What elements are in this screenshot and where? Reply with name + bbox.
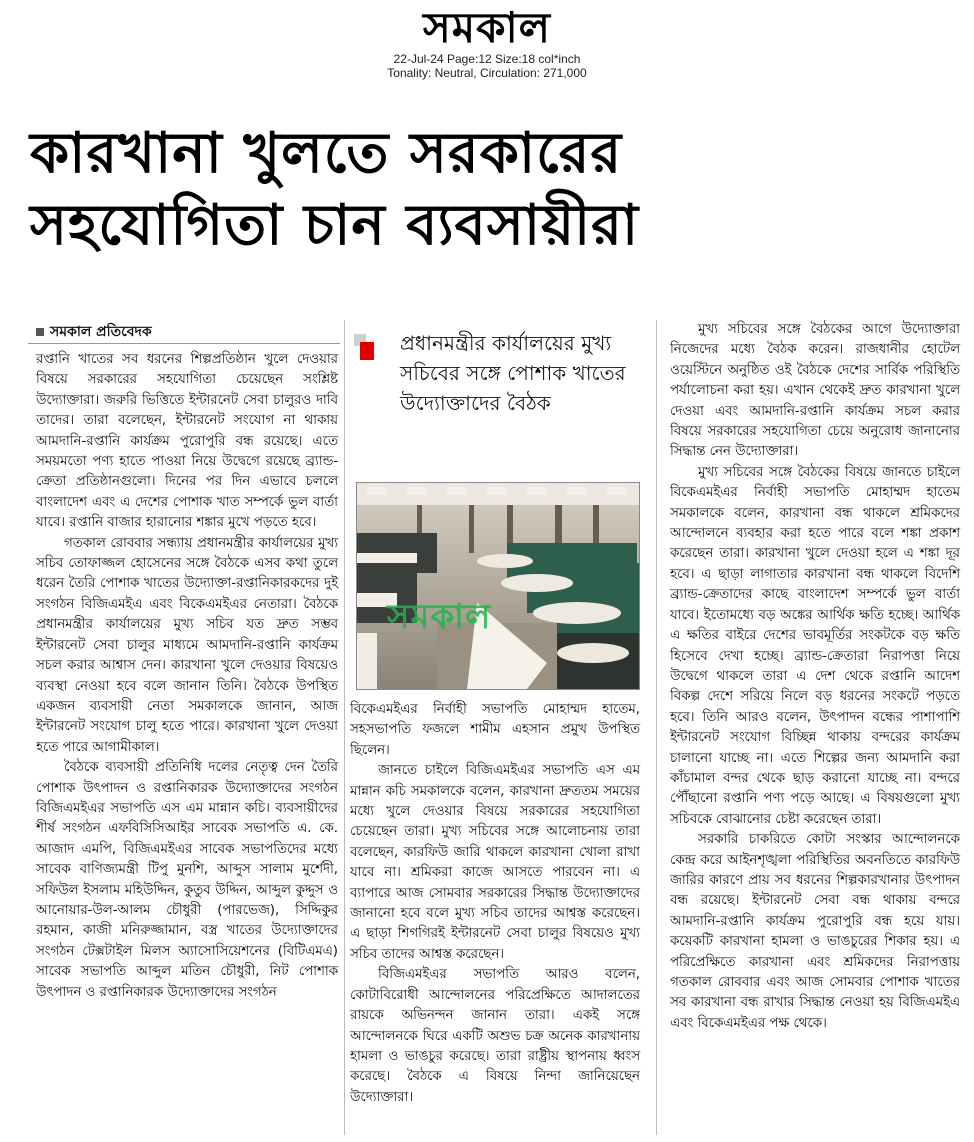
newspaper-logo: সমকাল bbox=[423, 3, 551, 52]
clipping-meta-line2: Tonality: Neutral, Circulation: 271,000 bbox=[387, 66, 587, 80]
article-column-1 bbox=[36, 350, 338, 1003]
article-column-3 bbox=[670, 320, 960, 1034]
red-square-icon bbox=[360, 342, 374, 360]
factory-floor-image bbox=[357, 483, 639, 689]
masthead bbox=[0, 4, 974, 80]
paragraph: সরকারি চাকরিতে কোটা সংস্কার আন্দোলনকে কেন্দ্র করে আইনশৃঙ্খলা পরিস্থিতির অবনতিতে কারফিউ জারির কারণে প্রায় সব ধরনের শিল্পকারখানার উৎপাদন বন্ধ রয়েছে। ইন্টারনেট সেবা বন্ধ থাকায় বন্দরে আমদানি-রপ্তানি কার্যক্রম পুরোপুরি বন্ধ হয়ে যায়। কয়েকটি কারখানা হামলা ও ভাঙচুরের শিকার হয়। এ পরিপ্রেক্ষিতে কারখানা এবং শ্রমিকদের নিরাপত্তায় গতকাল রোববার এবং আজ সোমবার পোশাক খাতের সব কারখানা বন্ধ রাখার সিদ্ধান্ত নেওয়া হয় বিজিএমইএ এবং বিকেএমইএর পক্ষ থেকে। bbox=[670, 832, 960, 1031]
byline bbox=[36, 320, 152, 344]
byline-rule bbox=[28, 343, 340, 344]
square-bullet-icon bbox=[36, 328, 44, 336]
headline-line2: সহযোগিতা চান ব্যবসায়ীরা bbox=[30, 193, 640, 258]
paragraph: মুখ্য সচিবের সঙ্গে বৈঠকের বিষয়ে জানতে চাইলে বিকেএমইএর নির্বাহী সভাপতি মোহাম্মদ হাতেম সমকালকে বলেন, কারখানা বন্ধ থাকলে শ্রমিকদের আন্দোলনে ব্যবহার করা হতে পারে বলে শঙ্কা প্রকাশ করেছেন তারা। কারখানা খুলে দেওয়া হলে এ শঙ্কা দূর হবে। এ ছাড়া লাগাতার কারখানা বন্ধ থাকলে বিদেশি ব্র্যান্ড-ক্রেতাদের কাছে বাংলাদেশ সম্পর্কে ভুল বার্তা যাবে। ইতোমধ্যে বড় অঙ্কের আর্থিক ক্ষতি হচ্ছে। আর্থিক এ ক্ষতির বাইরে দেশের ভাবমূর্তির সংকটকে বড় ক্ষতি হিসেবে দেখা হচ্ছে। ব্র্যান্ড-ক্রেতারা নিরাপত্তা নিয়ে উদ্বেগে থাকলে তারা এ দেশ থেকে রপ্তানি আদেশ বিকল্প দেশে সরিয়ে নিলে বড় ধরনের সংকটে পড়তে হবে। তিনি আরও বলেন, উৎপাদন বন্ধের পাশাপাশি ইন্টারনেট সংযোগ বিচ্ছিন্ন থাকায় বন্দরের কার্যক্রম চালানো যাচ্ছে না। এতে শিল্পের জন্য আমদানি করা কাঁচামাল বন্দর থেকে ছাড় করানো যাচ্ছে না। বন্দরে পৌঁছানো রপ্তানি পণ্য পড়ে আছে। এ বিষয়গুলো মুখ্য সচিবকে বোঝানোর চেষ্টা করেছেন তারা। bbox=[670, 464, 960, 827]
column-divider bbox=[656, 320, 657, 1135]
paragraph: গতকাল রোববার সন্ধ্যায় প্রধানমন্ত্রীর কার্যালয়ের মুখ্য সচিব তোফাজ্জল হোসেনের সঙ্গে বৈঠকে এসব কথা তুলে ধরেন তৈরি পোশাক খাতের উদ্যোক্তা-রপ্তানিকারকদের দুই সংগঠন বিজিএমইএ এবং বিকেএমইএর নেতারা। বৈঠকে প্রধানমন্ত্রীর কার্যালয়ের মুখ্য সচিব যত দ্রুত সম্ভব ইন্টারনেট সেবা চালুর মাধ্যমে আমদানি-রপ্তানি কার্যক্রম সচল করার আশ্বাস দেন। কারখানা খুলে দেওয়ার বিষয়েও ব্যবস্থা নেওয়া হবে বলে জানান তিনি। বৈঠকে উপস্থিত একজন ব্যবসায়ী নেতা সমকালকে জানান, আজ ইন্টারনেট সংযোগ চালু হতে পারে। কারখানা খুলে দেওয়া হতে পারে আগামীকাল। bbox=[36, 535, 338, 755]
paragraph: বিকেএমইএর নির্বাহী সভাপতি মোহাম্মদ হাতেম, সহসভাপতি ফজলে শামীম এহসান প্রমুখ উপস্থিত ছিলেন। bbox=[350, 702, 640, 758]
paragraph: বিজিএমইএর সভাপতি আরও বলেন, কোটাবিরোধী আন্দোলনের পরিপ্রেক্ষিতে আদালতের রায়কে অভিনন্দন জানান তারা। একই সঙ্গে আন্দোলনকে ঘিরে একটি অশুভ চক্র অনেক কারখানায় হামলা ও ভাঙচুর করেছে। তারা রাষ্ট্রীয় স্থাপনায় ধ্বংস করেছে। বৈঠকে এ বিষয়ে নিন্দা জানিয়েছেন উদ্যোক্তারা। bbox=[350, 967, 640, 1105]
paragraph: মুখ্য সচিবের সঙ্গে বৈঠকের আগে উদ্যোক্তারা নিজেদের মধ্যে বৈঠক করেন। রাজধানীর হোটেল ওয়েস্টিনে অনুষ্ঠিত ওই বৈঠকে দেশের সার্বিক পরিস্থিতি পর্যালোচনা করা হয়। এখান থেকেই দ্রুত কারখানা খুলে দেওয়া এবং আমদানি-রপ্তানি কার্যক্রম সচল করার বিষয়ে সরকারের সহযোগিতা চেয়ে অনুরোধ জানানোর সিদ্ধান্ত নেন উদ্যোক্তারা। bbox=[670, 322, 960, 460]
article-headline bbox=[30, 118, 950, 262]
byline-text: সমকাল প্রতিবেদক bbox=[50, 324, 152, 340]
column-divider bbox=[344, 320, 345, 1135]
paragraph: বৈঠকে ব্যবসায়ী প্রতিনিধি দলের নেতৃত্ব দেন তৈরি পোশাক উৎপাদন ও রপ্তানিকারক উদ্যোক্তাদের সংগঠন বিজিএমইএর সভাপতি এস এম মান্নান কচি। ব্যবসায়ীদের শীর্ষ সংগঠন এফবিসিসিআইর সাবেক সভাপতি এ. কে. আজাদ এমপি, বিজিএমইএর সাবেক সভাপতিদের মধ্যে সাবেক বাণিজ্যমন্ত্রী টিপু মুনশি, আব্দুস সালাম মুর্শেদী, সফিউল ইসলাম মহিউদ্দিন, কুতুব উদ্দিন, আব্দুল কুদ্দুস ও আনোয়ার-উল-আলম চৌধুরী (পারভেজ), সিদ্দিকুর রহমান, কাজী মনিরুজ্জামান, বস্ত্র খাতের উদ্যোক্তাদের সংগঠন টেক্সটাইল মিলস অ্যাসোসিয়েশনের (বিটিএমএ) সাবেক সভাপতি আব্দুল মতিন চৌধুরী, নিট পোশাক উৎপাদন ও রপ্তানিকারক উদ্যোক্তাদের সংগঠন bbox=[36, 760, 338, 1000]
factory-photo bbox=[356, 482, 640, 690]
headline-line1: কারখানা খুলতে সরকারের bbox=[30, 121, 623, 186]
subheadline: প্রধানমন্ত্রীর কার্যালয়ের মুখ্য সচিবের সঙ্গে পোশাক খাতের উদ্যোক্তাদের বৈঠক bbox=[400, 331, 626, 415]
paragraph: জানতে চাইলে বিজিএমইএর সভাপতি এস এম মান্নান কচি সমকালকে বলেন, কারখানা দ্রুততম সময়ের মধ্যে খুলে দেওয়ার বিষয়ে সরকারের সহযোগিতা চেয়েছেন তারা। মুখ্য সচিবের সঙ্গে আলোচনায় তারা বলেছেন, কারফিউ জারি থাকলে কারখানা খোলা রাখা যাবে না। শ্রমিকরা কাজে আসতে পারবেন না। এ ব্যাপারে আজ সোমবার সরকারের সিদ্ধান্ত উদ্যোক্তাদের জানানো হবে বলে মুখ্য সচিব তাদের আশ্বস্ত করেছেন। এ ছাড়া শিগগিরই ইন্টারনেট সেবা চালুর বিষয়েও মুখ্য সচিব তাদের আশ্বস্ত করেছেন। bbox=[350, 763, 640, 962]
article-column-2 bbox=[350, 700, 640, 1108]
photo-watermark: সমকাল bbox=[387, 597, 492, 637]
clipping-meta-line1: 22-Jul-24 Page:12 Size:18 col*inch bbox=[393, 52, 581, 66]
paragraph: রপ্তানি খাতের সব ধরনের শিল্পপ্রতিষ্ঠান খুলে দেওয়ার বিষয়ে সরকারের সহযোগিতা চেয়েছেন সংশ্লিষ্ট উদ্যোক্তারা। জরুরি ভিত্তিতে ইন্টারনেট সেবা চালুরও দাবি তাদের। তারা বলেছেন, ইন্টারনেট সংযোগ না থাকায় আমদানি-রপ্তানি কার্যক্রম পুরোপুরি বন্ধ রয়েছে। এতে সময়মতো পণ্য হাতে পাওয়া নিয়ে উদ্বেগে রয়েছে ব্র্যান্ড-ক্রেতা প্রতিষ্ঠানগুলো। দিনের পর দিন এভাবে চললে বাংলাদেশ এবং এ দেশের পোশাক খাত সম্পর্কে ভুল বার্তা যাবে। রপ্তানি বাজার হারানোর শঙ্কার মুখে পড়তে হবে। bbox=[36, 352, 338, 531]
